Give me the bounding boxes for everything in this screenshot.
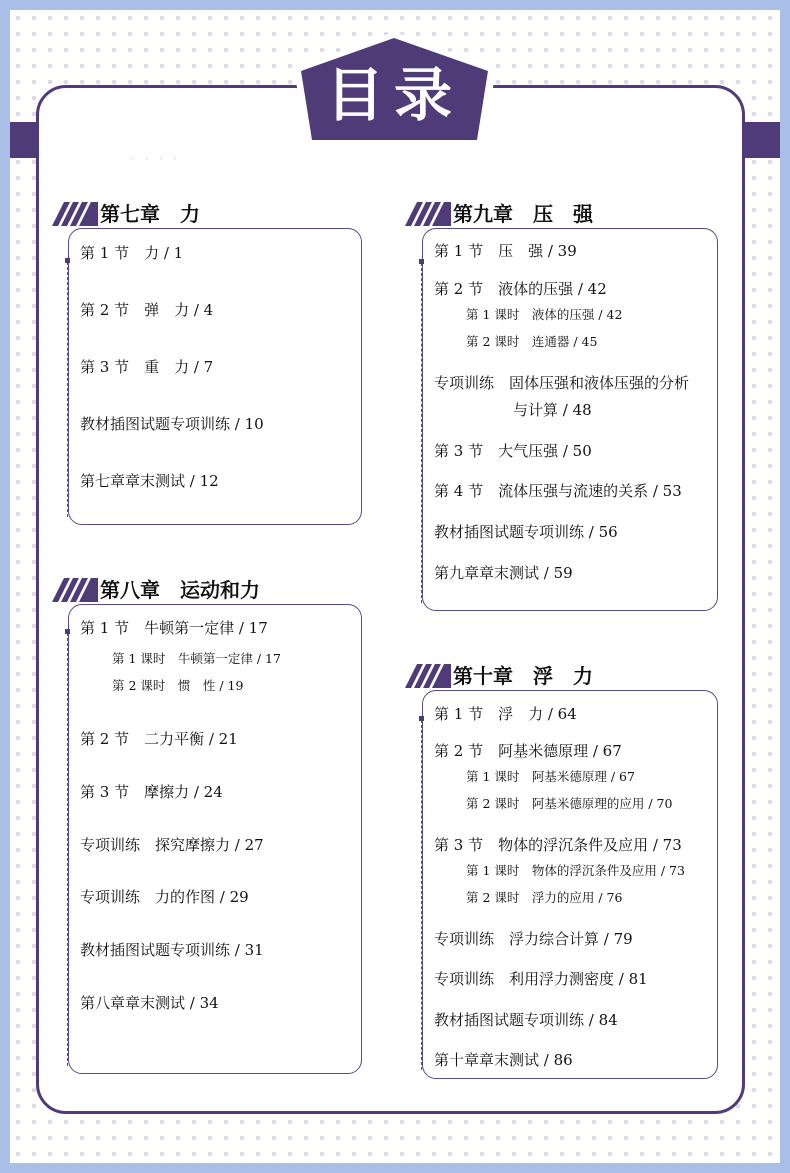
chapter-title: 第八章 运动和力: [100, 578, 260, 602]
toc-item[interactable]: 第 2 节 阿基米德原理 / 67: [434, 742, 622, 760]
toc-item[interactable]: 教材插图试题专项训练 / 10: [80, 415, 264, 433]
chapter-title: 第七章 力: [100, 202, 200, 226]
bullet-dot: [65, 258, 70, 263]
bullet-dot: [419, 716, 424, 721]
chapter-title: 第十章 浮 力: [453, 664, 593, 688]
dashed-line: [67, 633, 68, 1066]
toc-subitem[interactable]: 第 2 课时 阿基米德原理的应用 / 70: [466, 796, 673, 811]
toc-item[interactable]: 第 2 节 二力平衡 / 21: [80, 730, 238, 748]
chapter-10-heading: [405, 662, 725, 690]
toc-item[interactable]: 第九章章末测试 / 59: [434, 564, 573, 582]
toc-item[interactable]: 第 3 节 摩擦力 / 24: [80, 783, 223, 801]
toc-subitem[interactable]: 第 2 课时 浮力的应用 / 76: [466, 890, 623, 905]
toc-item[interactable]: 第 3 节 物体的浮沉条件及应用 / 73: [434, 836, 682, 854]
toc-item[interactable]: 第 1 节 力 / 1: [80, 244, 184, 262]
toc-item[interactable]: 第 1 节 浮 力 / 64: [434, 705, 577, 723]
toc-item[interactable]: 第 3 节 重 力 / 7: [80, 358, 214, 376]
toc-item[interactable]: 第八章章末测试 / 34: [80, 994, 219, 1012]
stripes-icon: [52, 578, 98, 602]
dashed-line: [421, 263, 422, 603]
dashed-line: [67, 262, 68, 517]
toc-item[interactable]: 第 4 节 流体压强与流速的关系 / 53: [434, 482, 682, 500]
toc-item[interactable]: 第 2 节 弹 力 / 4: [80, 301, 214, 319]
toc-item[interactable]: 第 1 节 压 强 / 39: [434, 242, 577, 260]
toc-item[interactable]: 教材插图试题专项训练 / 56: [434, 523, 618, 541]
toc-item[interactable]: 专项训练 探究摩擦力 / 27: [80, 836, 264, 854]
toc-subitem[interactable]: 第 2 课时 连通器 / 45: [466, 334, 598, 349]
faint-header-text: · · · ·: [130, 149, 180, 168]
toc-subitem[interactable]: 第 2 课时 惯 性 / 19: [112, 678, 244, 693]
toc-item[interactable]: 第 1 节 牛顿第一定律 / 17: [80, 619, 268, 637]
toc-item[interactable]: 教材插图试题专项训练 / 31: [80, 941, 264, 959]
chapter-9-heading: [405, 200, 725, 228]
toc-item[interactable]: 第七章章末测试 / 12: [80, 472, 219, 490]
toc-item[interactable]: 第 3 节 大气压强 / 50: [434, 442, 592, 460]
toc-item-continued[interactable]: 与计算 / 48: [513, 401, 592, 419]
toc-item[interactable]: 专项训练 固体压强和液体压强的分析: [434, 374, 690, 392]
bullet-dot: [419, 259, 424, 264]
page-title: 目录: [325, 61, 462, 129]
stripes-icon: [52, 202, 98, 226]
toc-subitem[interactable]: 第 1 课时 阿基米德原理 / 67: [466, 769, 635, 784]
toc-subitem[interactable]: 第 1 课时 液体的压强 / 42: [466, 307, 623, 322]
toc-item[interactable]: 专项训练 力的作图 / 29: [80, 888, 249, 906]
stripes-icon: [405, 664, 451, 688]
toc-subitem[interactable]: 第 1 课时 物体的浮沉条件及应用 / 73: [466, 863, 685, 878]
stripes-icon: [405, 202, 451, 226]
toc-item[interactable]: 专项训练 浮力综合计算 / 79: [434, 930, 633, 948]
toc-item[interactable]: 第十章章末测试 / 86: [434, 1051, 573, 1069]
toc-item[interactable]: 第 2 节 液体的压强 / 42: [434, 280, 607, 298]
toc-item[interactable]: 专项训练 利用浮力测密度 / 81: [434, 970, 648, 988]
toc-item[interactable]: 教材插图试题专项训练 / 84: [434, 1011, 618, 1029]
toc-subitem[interactable]: 第 1 课时 牛顿第一定律 / 17: [112, 651, 281, 666]
chapter-title: 第九章 压 强: [453, 202, 593, 226]
chapter-8-heading: [52, 576, 352, 604]
dashed-line: [421, 720, 422, 1070]
bullet-dot: [65, 629, 70, 634]
chapter-7-heading: [52, 200, 352, 228]
